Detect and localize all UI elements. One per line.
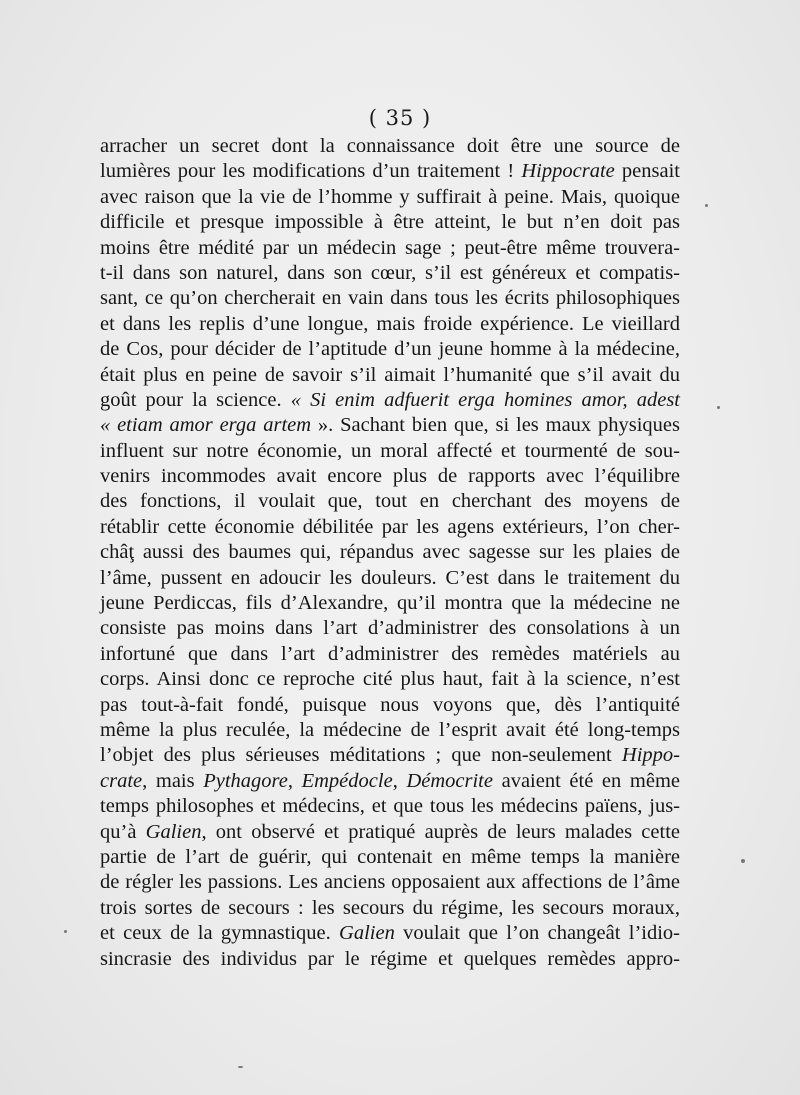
text-line bbox=[100, 210, 680, 235]
text-run: qu’à bbox=[100, 820, 146, 843]
text-run: était plus en peine de savoir s’il aimait l’humanité que s’il avait du bbox=[100, 363, 680, 386]
paper-speck bbox=[741, 859, 745, 863]
text-line bbox=[100, 693, 680, 718]
body-text bbox=[100, 134, 680, 972]
italic-text: Galien bbox=[145, 820, 202, 843]
text-line bbox=[100, 820, 680, 845]
text-run: et dans les replis d’une longue, mais froide expérience. Le vieillard bbox=[100, 312, 680, 335]
text-run: consiste pas moins dans l’art d’administrer des consolations à un bbox=[100, 617, 680, 640]
text-run: lumières pour les modifications d’un traitement ! bbox=[100, 160, 522, 183]
text-line bbox=[100, 439, 680, 464]
text-line bbox=[100, 261, 680, 286]
text-line bbox=[100, 921, 680, 946]
text-line bbox=[100, 286, 680, 311]
text-line bbox=[100, 642, 680, 667]
text-line bbox=[100, 236, 680, 261]
text-run: l’objet des plus sérieuses méditations ; que non-seulement bbox=[100, 744, 622, 767]
text-run: voulait que l’on changeât l’idio- bbox=[394, 922, 680, 945]
text-run: ». Sachant bien que, si les maux physiques bbox=[311, 414, 680, 437]
text-line bbox=[100, 312, 680, 337]
text-run: avaient été en même bbox=[492, 769, 680, 792]
text-line bbox=[100, 413, 680, 438]
text-run: jeune Perdiccas, fils d’Alexandre, qu’il montra que la médecine ne bbox=[100, 592, 680, 615]
text-line bbox=[100, 769, 680, 794]
text-line bbox=[100, 845, 680, 870]
text-line bbox=[100, 743, 680, 768]
paper-speck bbox=[705, 204, 708, 207]
text-run: avec raison que la vie de l’homme y suffirait à peine. Mais, quoique bbox=[100, 185, 680, 208]
text-line bbox=[100, 159, 680, 184]
paper-speck bbox=[64, 930, 67, 933]
text-run: influent sur notre économie, un moral affecté et tourmenté de sou- bbox=[100, 439, 680, 462]
text-run: et ceux de la gymnastique. bbox=[100, 922, 340, 945]
text-run: l’âme, pussent en adoucir les douleurs. C’est dans le traitement du bbox=[100, 566, 680, 589]
text-run: pensait bbox=[614, 160, 680, 183]
text-run: moins être médité par un médecin sage ; peut-être même trouvera- bbox=[100, 236, 680, 259]
text-line bbox=[100, 363, 680, 388]
italic-text: Empédocle bbox=[301, 769, 393, 792]
text-line bbox=[100, 515, 680, 540]
text-run: trois sortes de secours : les secours du régime, les secours moraux, bbox=[100, 896, 680, 919]
text-run: goût pour la science. bbox=[100, 388, 291, 411]
italic-text: Démocrite bbox=[406, 769, 493, 792]
text-run: arracher un secret dont la connaissance doit être une source de bbox=[100, 135, 680, 157]
text-line bbox=[100, 591, 680, 616]
text-line bbox=[100, 388, 680, 413]
text-run: temps philosophes et médecins, et que tous les médecins païens, jus- bbox=[100, 795, 680, 818]
italic-text: Pythagore bbox=[203, 769, 288, 792]
text-line bbox=[100, 667, 680, 692]
text-run: corps. Ainsi donc ce reproche cité plus haut, fait à la science, n’est bbox=[100, 668, 680, 691]
text-line bbox=[100, 464, 680, 489]
text-run: châţ aussi des baumes qui, répandus avec sagesse sur les plaies de bbox=[100, 541, 680, 564]
italic-text: Galien bbox=[339, 922, 395, 945]
text-run: infortuné que dans l’art d’administrer des remèdes matériels au bbox=[100, 642, 680, 665]
text-line bbox=[100, 870, 680, 895]
text-run: des fonctions, il voulait que, tout en cherchant des moyens de bbox=[100, 490, 680, 513]
italic-text: « Si enim adfuerit erga homines amor, adest bbox=[290, 388, 681, 411]
text-run: sant, ce qu’on chercherait en vain dans tous les écrits philosophiques bbox=[100, 287, 680, 310]
text-line bbox=[100, 337, 680, 362]
paper-speck bbox=[717, 406, 720, 409]
text-line bbox=[100, 947, 680, 972]
text-line bbox=[100, 718, 680, 743]
text-run: difficile et presque impossible à être atteint, le but n’en doit pas bbox=[100, 211, 680, 234]
text-line bbox=[100, 489, 680, 514]
text-line bbox=[100, 540, 680, 565]
text-line bbox=[100, 134, 680, 159]
page-number: ( 35 ) bbox=[368, 106, 432, 130]
paper-speck bbox=[238, 1066, 243, 1068]
text-line bbox=[100, 616, 680, 641]
text-run: pas tout-à-fait fondé, puisque nous voyons que, dès l’antiquité bbox=[100, 693, 680, 716]
italic-text: Hippo- bbox=[621, 744, 680, 767]
text-line bbox=[100, 185, 680, 210]
text-line bbox=[100, 566, 680, 591]
text-run: , mais bbox=[142, 769, 204, 792]
italic-text: « etiam amor erga artem bbox=[100, 414, 312, 437]
text-run: même la plus reculée, la médecine de l’esprit avait été long-temps bbox=[100, 718, 680, 741]
text-run: , ont observé et pratiqué auprès de leurs malades cette bbox=[201, 820, 680, 843]
text-line bbox=[100, 794, 680, 819]
text-run: , bbox=[392, 769, 407, 792]
text-run: , bbox=[287, 769, 302, 792]
italic-text: crate bbox=[100, 769, 143, 792]
italic-text: Hippocrate bbox=[521, 160, 615, 183]
text-run: rétablir cette économie débilitée par les agens extérieurs, l’on cher- bbox=[100, 515, 680, 538]
text-run: venirs incommodes avait encore plus de rapports avec l’équilibre bbox=[100, 465, 680, 488]
text-run: de régler les passions. Les anciens opposaient aux affections de l’âme bbox=[100, 871, 680, 894]
text-run: t-il dans son naturel, dans son cœur, s’il est généreux et compatis- bbox=[100, 261, 680, 284]
text-line bbox=[100, 896, 680, 921]
text-run: sincrasie des individus par le régime et quelques remèdes appro- bbox=[100, 947, 680, 970]
text-run: partie de l’art de guérir, qui contenait en même temps la manière bbox=[100, 845, 680, 868]
text-run: de Cos, pour décider de l’aptitude d’un jeune homme à la médecine, bbox=[100, 338, 680, 361]
